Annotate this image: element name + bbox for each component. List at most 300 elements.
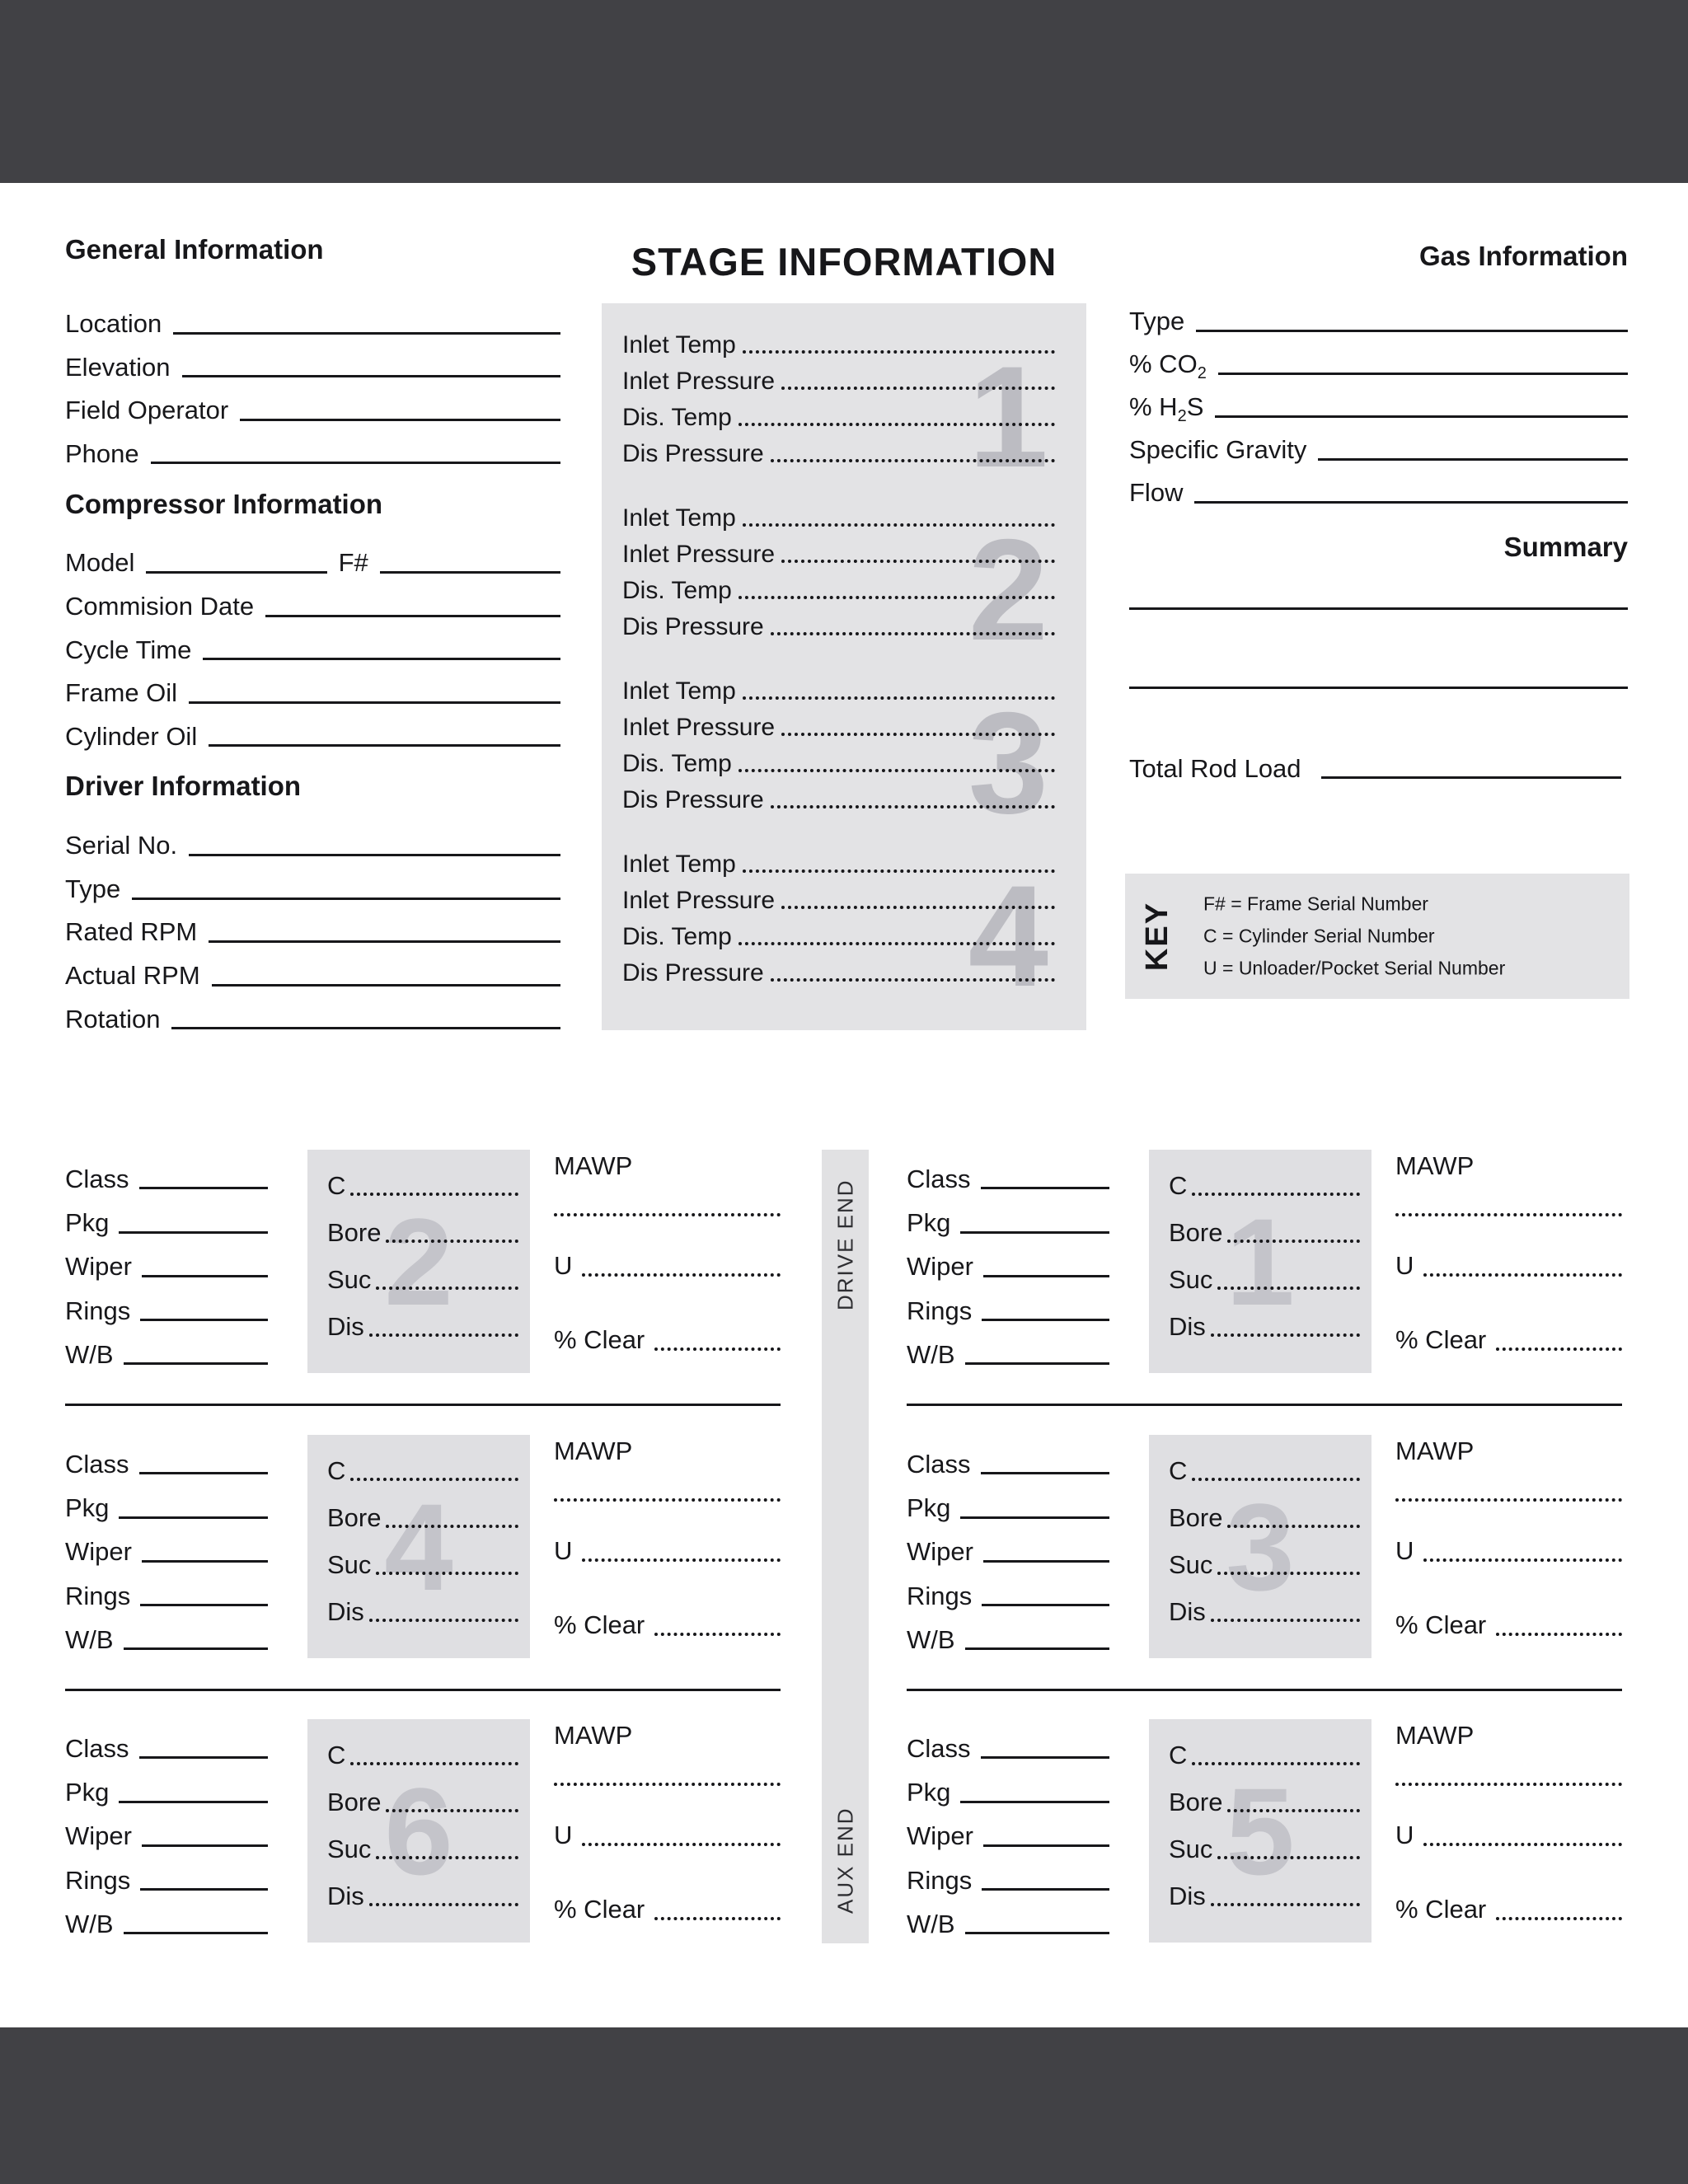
gas-label-suffix: S (1186, 392, 1204, 422)
percent-clear-row (1395, 1312, 1622, 1355)
blank-line (1318, 458, 1628, 461)
stage-row-inlet-pressure (622, 359, 1055, 396)
section-heading-general: General Information (65, 234, 324, 265)
serial-row-c (1169, 1154, 1360, 1201)
info-column (65, 234, 560, 1033)
serial-label-suc: Suc (327, 1835, 372, 1864)
field-label-cycle-time: Cycle Time (65, 635, 192, 664)
field-row-wiper (907, 1807, 1109, 1851)
serial-label-c: C (1169, 1741, 1188, 1770)
serial-label-bore: Bore (1169, 1503, 1223, 1533)
field-row-hs (1129, 379, 1628, 426)
field-label-w-b: W/B (65, 1909, 114, 1938)
mawp-label: MAWP (1395, 1436, 1475, 1465)
stage-row-dis-temp (622, 396, 1055, 432)
drive-aux-strip (822, 1150, 869, 1943)
percent-clear-row (554, 1882, 781, 1924)
serial-row-dis (327, 1295, 518, 1342)
field-label-pkg: Pkg (65, 1493, 110, 1522)
cylinder-fields (65, 1719, 268, 1938)
blank-line (171, 1027, 560, 1029)
blank-line (203, 658, 560, 660)
field-label-actual-rpm: Actual RPM (65, 961, 200, 991)
field-row-w-b (65, 1895, 268, 1938)
dotted-line (1395, 1213, 1622, 1216)
field-row-serial-no (65, 817, 560, 860)
field-label-model: Model (65, 548, 135, 578)
stage-row-dis-pressure (622, 778, 1055, 814)
mawp-label: MAWP (1395, 1721, 1475, 1750)
field-label-class: Class (907, 1449, 971, 1479)
serial-row-suc (1169, 1248, 1360, 1295)
field-label-frame-oil: Frame Oil (65, 678, 178, 708)
dotted-line (1217, 1856, 1360, 1859)
stage-field-label-dis-temp: Dis. Temp (622, 749, 732, 777)
serial-row-c (1169, 1439, 1360, 1486)
gas-label-main: Specific Gravity (1129, 435, 1307, 465)
blank-line (209, 940, 560, 943)
field-row-phone (65, 425, 560, 469)
field-row-rings (907, 1282, 1109, 1325)
serial-label-bore: Bore (1169, 1218, 1223, 1248)
cylinder-block-1 (907, 1150, 1622, 1373)
field-label-class: Class (65, 1733, 129, 1763)
field-row-w-b (907, 1325, 1109, 1369)
unloader-label: U (1395, 1821, 1414, 1850)
dotted-line (582, 1273, 781, 1277)
cylinder-serial-box (307, 1435, 530, 1658)
blank-line (983, 1275, 1109, 1277)
field-row-co (1129, 336, 1628, 383)
gas-label-main: Flow (1129, 478, 1184, 508)
stage-row-inlet-temp (622, 669, 1055, 705)
field-row-wiper (65, 1523, 268, 1567)
stage-field-label-inlet-temp: Inlet Temp (622, 330, 736, 359)
dotted-line (376, 1572, 518, 1575)
cylinder-block-6 (65, 1719, 781, 1943)
blank-line (189, 701, 560, 704)
field-row-class (907, 1150, 1109, 1193)
cylinder-number: 4 (384, 1477, 453, 1616)
gas-label-main: % CO (1129, 349, 1198, 379)
dotted-line (554, 1498, 781, 1502)
field-label-hs (1129, 392, 1204, 426)
blank-line (965, 1362, 1109, 1365)
stage-row-inlet-temp (622, 323, 1055, 359)
field-row-pkg (907, 1763, 1109, 1807)
field-label-wiper: Wiper (907, 1821, 973, 1851)
field-row-wiper (907, 1238, 1109, 1282)
field-label-flow (1129, 478, 1183, 508)
field-row-w-b (65, 1325, 268, 1369)
dotted-line (376, 1856, 518, 1859)
drive-end-label: DRIVE END (832, 1179, 857, 1310)
percent-clear-label: % Clear (554, 1325, 645, 1355)
key-entries (1203, 888, 1505, 985)
serial-row-suc (1169, 1817, 1360, 1864)
dotted-line (771, 978, 1055, 982)
field-label-class: Class (907, 1733, 971, 1763)
cylinder-fields (907, 1719, 1109, 1938)
cylinder-mawp-column (1395, 1150, 1622, 1355)
dotted-line (743, 523, 1055, 527)
unloader-label: U (1395, 1251, 1414, 1281)
field-label-elevation: Elevation (65, 352, 171, 382)
serial-row-bore (327, 1486, 518, 1533)
blank-line (982, 1319, 1109, 1321)
field-label-location: Location (65, 308, 162, 338)
serial-label-suc: Suc (327, 1550, 372, 1580)
section-heading-driver: Driver Information (65, 771, 302, 802)
blank-line (1321, 776, 1621, 779)
cylinder-fields (907, 1435, 1109, 1654)
cylinder-number: 6 (384, 1761, 453, 1900)
serial-row-bore (1169, 1770, 1360, 1817)
serial-row-c (327, 1723, 518, 1770)
stage-group-1 (622, 323, 1055, 498)
stage-row-dis-pressure (622, 605, 1055, 641)
field-row-commision-date (65, 578, 560, 621)
dotted-line (738, 942, 1055, 945)
stage-group-3 (622, 669, 1055, 844)
stage-field-label-inlet-pressure: Inlet Pressure (622, 540, 776, 568)
blank-line (124, 1362, 268, 1365)
dotted-line (781, 733, 1055, 736)
field-label-rated-rpm: Rated RPM (65, 917, 198, 947)
serial-row-suc (327, 1533, 518, 1580)
stage-field-label-dis-pressure: Dis Pressure (622, 439, 764, 467)
serial-label-c: C (1169, 1456, 1188, 1486)
field-row-pkg (907, 1479, 1109, 1522)
field-row-wiper (907, 1523, 1109, 1567)
stage-row-dis-temp (622, 742, 1055, 778)
dotted-line (1496, 1917, 1622, 1920)
field-label-frame-number: F# (338, 548, 368, 578)
gas-label-main: Type (1129, 307, 1185, 336)
field-label-w-b: W/B (65, 1624, 114, 1654)
serial-label-bore: Bore (327, 1503, 382, 1533)
field-row-location (65, 295, 560, 339)
field-label-wiper: Wiper (907, 1537, 973, 1567)
dotted-line (386, 1809, 518, 1812)
field-label-class: Class (65, 1164, 129, 1193)
stage-number: 1 (968, 336, 1048, 498)
stage-row-dis-pressure (622, 432, 1055, 468)
stage-number: 2 (968, 509, 1048, 671)
field-row-type (1129, 293, 1628, 336)
field-label-rings: Rings (907, 1296, 973, 1325)
serial-row-dis (327, 1580, 518, 1627)
dotted-line (582, 1843, 781, 1846)
field-row-rings (65, 1851, 268, 1895)
mawp-label: MAWP (554, 1721, 633, 1750)
dotted-line (743, 350, 1055, 354)
field-label-pkg: Pkg (907, 1207, 951, 1237)
dotted-line (1192, 1193, 1360, 1196)
field-row-w-b (907, 1895, 1109, 1938)
field-row-w-b (907, 1610, 1109, 1654)
field-row-field-operator (65, 382, 560, 425)
dotted-line (369, 1619, 518, 1622)
unloader-row (554, 1807, 781, 1850)
dotted-line (654, 1917, 781, 1920)
field-row-pkg (907, 1193, 1109, 1237)
serial-row-c (327, 1154, 518, 1201)
field-row-elevation (65, 339, 560, 382)
field-label-rotation: Rotation (65, 1004, 161, 1033)
gas-label-subscript: 2 (1197, 364, 1207, 383)
blank-line (139, 1187, 268, 1189)
blank-line (182, 375, 560, 377)
cylinder-serial-box (1149, 1719, 1372, 1943)
field-label-wiper: Wiper (65, 1821, 132, 1851)
serial-label-dis: Dis (327, 1312, 364, 1342)
serial-label-dis: Dis (1169, 1312, 1206, 1342)
field-row-rings (65, 1282, 268, 1325)
cylinder-block-4 (65, 1435, 781, 1658)
blank-line (965, 1647, 1109, 1650)
serial-row-c (1169, 1723, 1360, 1770)
stage-number: 4 (968, 855, 1048, 1017)
dotted-line (1211, 1333, 1360, 1337)
field-row-flow (1129, 465, 1628, 508)
field-row-rotation (65, 991, 560, 1034)
blank-line (173, 332, 560, 335)
gas-fields (1129, 293, 1628, 508)
cylinder-block-5 (907, 1719, 1622, 1943)
blank-line (965, 1932, 1109, 1934)
unloader-label: U (554, 1821, 573, 1850)
field-row-class (65, 1150, 268, 1193)
gas-label-subscript: 2 (1177, 407, 1187, 426)
percent-clear-label: % Clear (1395, 1895, 1487, 1924)
field-label-w-b: W/B (907, 1339, 955, 1369)
field-label-type: Type (65, 874, 121, 903)
blank-line (983, 1844, 1109, 1847)
field-label-rings: Rings (65, 1865, 131, 1895)
cylinder-number: 5 (1226, 1761, 1295, 1900)
cylinder-block-3 (907, 1435, 1622, 1658)
dotted-line (350, 1478, 518, 1481)
field-row-rings (907, 1851, 1109, 1895)
general-fields (65, 295, 560, 468)
dotted-line (738, 596, 1055, 599)
field-row-class (907, 1435, 1109, 1479)
serial-label-dis: Dis (1169, 1882, 1206, 1911)
field-row-model-frame (65, 534, 560, 578)
stage-row-inlet-temp (622, 842, 1055, 879)
blank-line (1196, 330, 1628, 332)
field-row-pkg (65, 1479, 268, 1522)
section-heading-compressor: Compressor Information (65, 489, 383, 520)
serial-label-bore: Bore (1169, 1788, 1223, 1817)
percent-clear-label: % Clear (554, 1895, 645, 1924)
percent-clear-row (554, 1312, 781, 1355)
stage-row-inlet-pressure (622, 879, 1055, 915)
unloader-row (554, 1523, 781, 1566)
cylinder-number: 1 (1226, 1192, 1295, 1331)
dotted-line (738, 423, 1055, 426)
field-row-w-b (65, 1610, 268, 1654)
field-row-class (65, 1435, 268, 1479)
dotted-line (1496, 1347, 1622, 1351)
serial-label-c: C (1169, 1171, 1188, 1201)
blank-line (142, 1560, 268, 1563)
field-row-pkg (65, 1193, 268, 1237)
stage-number: 3 (968, 682, 1048, 844)
gas-label-main: % H (1129, 392, 1178, 422)
blank-line (151, 462, 560, 464)
cylinder-row-divider (907, 1404, 1622, 1406)
summary-blank-line (1129, 607, 1628, 610)
serial-row-suc (1169, 1533, 1360, 1580)
field-label-commision-date: Commision Date (65, 591, 255, 621)
field-label-phone: Phone (65, 438, 139, 468)
dotted-line (369, 1333, 518, 1337)
stage-field-label-dis-temp: Dis. Temp (622, 403, 732, 431)
blank-line (209, 744, 560, 747)
dotted-line (350, 1762, 518, 1765)
percent-clear-label: % Clear (1395, 1610, 1487, 1640)
key-box (1125, 874, 1629, 999)
stage-information-panel (602, 303, 1086, 1030)
dotted-line (1192, 1762, 1360, 1765)
dotted-line (1496, 1633, 1622, 1636)
dotted-line (654, 1347, 781, 1351)
blank-line (146, 571, 326, 574)
blank-line (142, 1275, 268, 1277)
dotted-line (582, 1558, 781, 1562)
serial-row-dis (1169, 1580, 1360, 1627)
field-label-w-b: W/B (907, 1909, 955, 1938)
blank-line (265, 615, 560, 617)
field-label-class: Class (907, 1164, 971, 1193)
serial-label-suc: Suc (1169, 1265, 1213, 1295)
cylinder-mawp-column (554, 1435, 781, 1640)
field-label-w-b: W/B (907, 1624, 955, 1654)
stage-field-label-dis-pressure: Dis Pressure (622, 958, 764, 987)
dotted-line (771, 459, 1055, 462)
total-rod-load-label: Total Rod Load (1129, 754, 1301, 784)
blank-line (960, 1231, 1109, 1234)
cylinder-fields (65, 1435, 268, 1654)
dotted-line (1423, 1843, 1622, 1846)
aux-end-label: AUX END (832, 1807, 857, 1914)
cylinder-serial-box (307, 1719, 530, 1943)
field-row-type (65, 860, 560, 904)
cylinder-mawp-column (1395, 1719, 1622, 1924)
blank-line (960, 1801, 1109, 1803)
serial-row-bore (1169, 1486, 1360, 1533)
serial-row-c (327, 1439, 518, 1486)
blank-line (981, 1472, 1109, 1474)
blank-line (119, 1516, 268, 1519)
field-row-cycle-time (65, 621, 560, 665)
serial-label-dis: Dis (1169, 1597, 1206, 1627)
cylinder-serial-box (307, 1150, 530, 1373)
blank-line (124, 1932, 268, 1934)
serial-label-bore: Bore (327, 1788, 382, 1817)
stage-row-dis-temp (622, 915, 1055, 951)
serial-label-suc: Suc (1169, 1835, 1213, 1864)
driver-fields (65, 817, 560, 1033)
dotted-line (781, 906, 1055, 909)
dotted-line (738, 769, 1055, 772)
unloader-label: U (1395, 1536, 1414, 1566)
stage-row-dis-temp (622, 569, 1055, 605)
dotted-line (554, 1213, 781, 1216)
serial-label-suc: Suc (1169, 1550, 1213, 1580)
field-label-pkg: Pkg (907, 1777, 951, 1807)
cylinder-row-divider (907, 1689, 1622, 1691)
stage-group-4 (622, 842, 1055, 1017)
dotted-line (386, 1525, 518, 1528)
field-row-rings (907, 1567, 1109, 1610)
blank-line (982, 1604, 1109, 1606)
unloader-label: U (554, 1251, 573, 1281)
field-label-wiper: Wiper (907, 1252, 973, 1282)
serial-row-bore (327, 1201, 518, 1248)
dotted-line (781, 560, 1055, 563)
field-label-rings: Rings (65, 1296, 131, 1325)
blank-line (960, 1516, 1109, 1519)
field-row-cylinder-oil (65, 708, 560, 752)
blank-line (981, 1756, 1109, 1759)
blank-line (982, 1888, 1109, 1891)
dotted-line (1227, 1525, 1360, 1528)
blank-line (140, 1319, 268, 1321)
field-label-specific-gravity (1129, 435, 1306, 465)
blank-line (983, 1560, 1109, 1563)
dotted-line (1423, 1273, 1622, 1277)
dotted-line (386, 1240, 518, 1243)
compressor-fields (65, 578, 560, 751)
unloader-row (1395, 1807, 1622, 1850)
stage-field-label-inlet-temp: Inlet Temp (622, 504, 736, 532)
blank-line (1218, 373, 1628, 375)
dotted-line (781, 387, 1055, 390)
field-label-rings: Rings (907, 1581, 973, 1610)
dotted-line (1395, 1783, 1622, 1786)
stage-row-inlet-pressure (622, 532, 1055, 569)
total-rod-load-row (1129, 744, 1621, 784)
stage-row-inlet-pressure (622, 705, 1055, 742)
dotted-line (1395, 1498, 1622, 1502)
dotted-line (376, 1286, 518, 1290)
dotted-line (1211, 1619, 1360, 1622)
field-row-class (907, 1719, 1109, 1763)
blank-line (119, 1801, 268, 1803)
percent-clear-row (1395, 1597, 1622, 1640)
stage-field-label-inlet-pressure: Inlet Pressure (622, 713, 776, 741)
field-row-actual-rpm (65, 947, 560, 991)
dotted-line (743, 696, 1055, 700)
stage-field-label-inlet-pressure: Inlet Pressure (622, 886, 776, 914)
field-label-pkg: Pkg (65, 1777, 110, 1807)
cylinder-number: 2 (384, 1192, 453, 1331)
dotted-line (654, 1633, 781, 1636)
percent-clear-label: % Clear (1395, 1325, 1487, 1355)
field-row-class (65, 1719, 268, 1763)
blank-line (132, 898, 560, 900)
field-label-w-b: W/B (65, 1339, 114, 1369)
dotted-line (369, 1903, 518, 1906)
blank-line (240, 419, 560, 421)
unloader-label: U (554, 1536, 573, 1566)
dotted-line (1227, 1809, 1360, 1812)
key-entry: U = Unloader/Pocket Serial Number (1203, 957, 1506, 979)
field-label-field-operator: Field Operator (65, 396, 229, 425)
